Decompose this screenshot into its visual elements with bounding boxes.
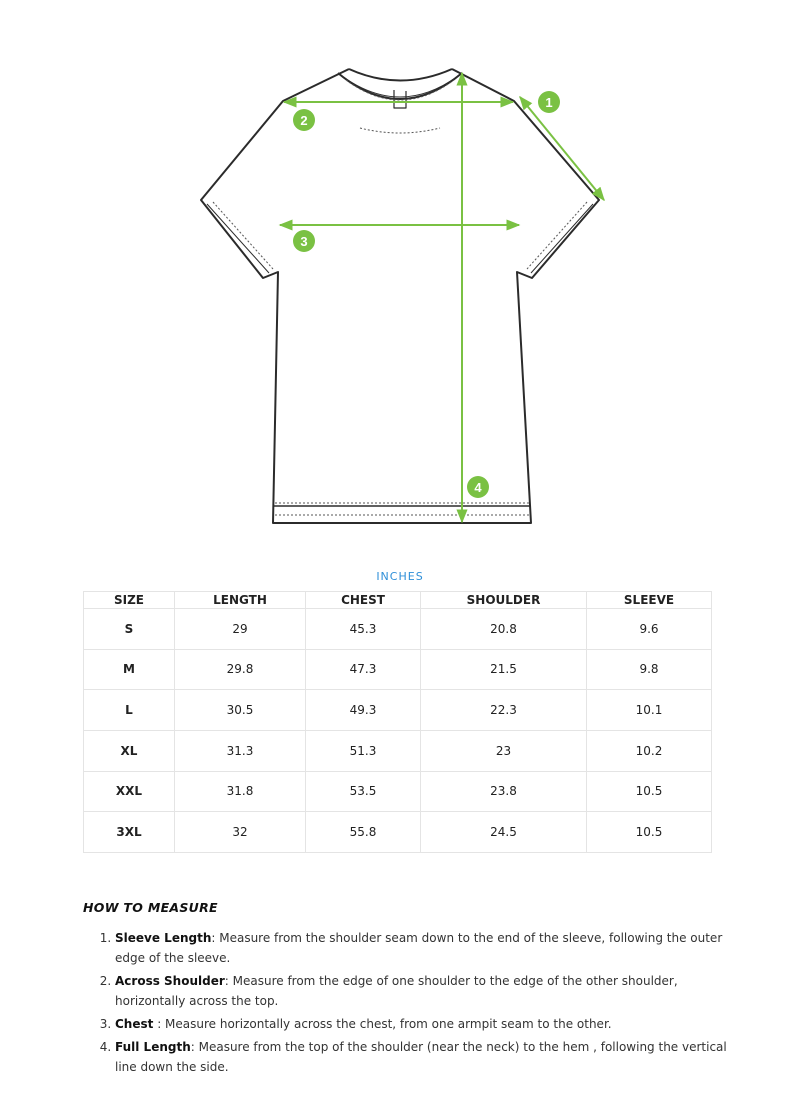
chest-cell: 49.3 [306,690,421,731]
sleeve-cell: 9.8 [587,649,712,690]
length-cell: 29 [175,609,306,650]
step-term: Across Shoulder [115,974,225,988]
table-row [84,690,712,731]
length-cell: 30.5 [175,690,306,731]
marker-3-badge [293,230,315,252]
header-length: LENGTH [175,592,306,609]
length-cell: 31.8 [175,771,306,812]
stitch-lines [213,80,587,515]
table-row [84,812,712,853]
list-item [115,1014,735,1034]
chest-cell: 55.8 [306,812,421,853]
shoulder-cell: 24.5 [421,812,587,853]
header-size: SIZE [84,592,175,609]
marker-2-badge [293,109,315,131]
shoulder-cell: 23.8 [421,771,587,812]
chest-cell: 47.3 [306,649,421,690]
step-separator: : [153,1017,166,1031]
step-separator: : [190,1040,199,1054]
header-sleeve: SLEEVE [587,592,712,609]
marker-2-label: 2 [300,113,308,128]
table-row [84,649,712,690]
shoulder-cell: 23 [421,730,587,771]
tshirt-outline [201,69,599,523]
how-to-measure-title: HOW TO MEASURE [83,900,218,915]
step-text: Measure from the shoulder seam down to the end of the sleeve, following the outer edge of the sleeve. [115,931,723,965]
shoulder-cell: 22.3 [421,690,587,731]
marker-1-badge [538,91,560,113]
size-cell: L [84,690,175,731]
size-cell: S [84,609,175,650]
marker-4-badge [467,476,489,498]
shoulder-cell: 21.5 [421,649,587,690]
table-header-row [84,592,712,609]
sleeve-cell: 10.1 [587,690,712,731]
sleeve-cell: 10.5 [587,771,712,812]
length-cell: 29.8 [175,649,306,690]
header-shoulder: SHOULDER [421,592,587,609]
tshirt-diagram [0,0,800,545]
size-cell: XL [84,730,175,771]
sleeve-cell: 9.6 [587,609,712,650]
step-term: Chest [115,1017,154,1031]
step-term: Sleeve Length [115,931,212,945]
header-chest: CHEST [306,592,421,609]
step-text: Measure from the edge of one shoulder to the edge of the other shoulder, horizontally across the top. [115,974,678,1008]
size-cell: M [84,649,175,690]
step-term: Full Length [115,1040,191,1054]
measure-steps-list [83,928,735,1080]
list-item [115,1037,735,1077]
length-cell: 32 [175,812,306,853]
sleeve-cell: 10.2 [587,730,712,771]
list-item [115,928,735,968]
units-label: INCHES [376,570,424,583]
sleeve-cell: 10.5 [587,812,712,853]
marker-4-label: 4 [474,480,482,495]
table-row [84,609,712,650]
marker-3-label: 3 [300,234,308,249]
table-row [84,730,712,771]
chest-cell: 45.3 [306,609,421,650]
length-cell: 31.3 [175,730,306,771]
chest-cell: 51.3 [306,730,421,771]
size-chart-table [83,591,712,853]
measurement-lines [280,73,604,522]
table-row [84,771,712,812]
step-text: Measure horizontally across the chest, from one armpit seam to the other. [165,1017,612,1031]
step-text: Measure from the top of the shoulder (near the neck) to the hem , following the vertical line down the side. [115,1040,727,1074]
step-separator: : [211,931,220,945]
size-cell: XXL [84,771,175,812]
step-separator: : [224,974,233,988]
shoulder-cell: 20.8 [421,609,587,650]
marker-1-label: 1 [545,95,553,110]
chest-cell: 53.5 [306,771,421,812]
size-cell: 3XL [84,812,175,853]
list-item [115,971,735,1011]
